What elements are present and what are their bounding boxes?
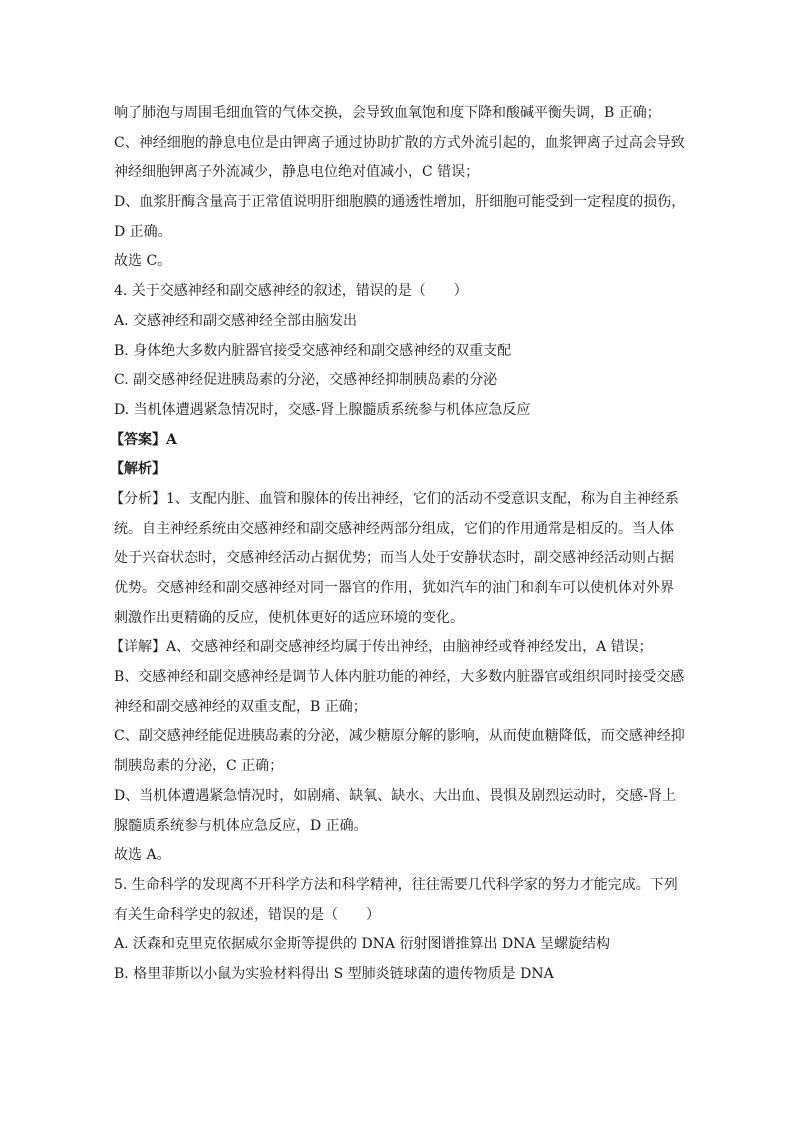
question-5-stem: 5. 生命科学的发现离不开科学方法和科学精神，往往需要几代科学家的努力才能完成。下列 xyxy=(114,876,678,893)
text-line: 故选 C。 xyxy=(114,253,172,270)
detail-paragraph: 【详解】A、交感神经和副交感神经均属于传出神经，由脑神经或脊神经发出，A 错误； xyxy=(110,639,653,656)
text-line: 神经细胞钾离子外流减少，静息电位绝对值减小，C 错误； xyxy=(114,164,480,181)
question-4-option-d: D. 当机体遭遇紧急情况时，交感-肾上腺髓质系统参与机体应急反应 xyxy=(114,401,531,418)
analysis-paragraph: 刺激作出更精确的反应，使机体更好的适应环境的变化。 xyxy=(114,609,464,626)
detail-paragraph: D、当机体遭遇紧急情况时，如剧痛、缺氧、缺水、大出血、畏惧及剧烈运动时，交感-肾上 xyxy=(114,787,676,804)
analysis-paragraph: 统。自主神经系统由交感神经和副交感神经两部分组成，它们的作用通常是相反的。当人体 xyxy=(114,520,674,537)
detail-paragraph: C、副交感神经能促进胰岛素的分泌，减少糖原分解的影响，从而使血糖降低，而交感神经抑 xyxy=(114,728,685,745)
answer-label: 【答案】A xyxy=(110,431,177,448)
analysis-paragraph: 优势。交感神经和副交感神经对同一器官的作用，犹如汽车的油门和刹车可以使机体对外界 xyxy=(114,580,674,596)
question-4-option-a: A. 交感神经和副交感神经全部由脑发出 xyxy=(114,312,358,329)
text-line: 故选 A。 xyxy=(114,847,171,864)
analysis-paragraph: 【分析】1、支配内脏、血管和腺体的传出神经，它们的活动不受意识支配，称为自主神经系 xyxy=(110,490,679,507)
question-5-stem: 有关生命科学史的叙述，错误的是（ ） xyxy=(114,906,380,923)
detail-paragraph: B、交感神经和副交感神经是调节人体内脏功能的神经，大多数内脏器官或组织同时接受交感 xyxy=(114,669,685,686)
question-5-option-b: B. 格里菲斯以小鼠为实验材料得出 S 型肺炎链球菌的遗传物质是 DNA xyxy=(114,965,554,982)
question-4-option-c: C. 副交感神经促进胰岛素的分泌，交感神经抑制胰岛素的分泌 xyxy=(114,372,498,389)
text-line: D、血浆肝酶含量高于正常值说明肝细胞膜的通透性增加，肝细胞可能受到一定程度的损伤， xyxy=(114,194,686,211)
analysis-paragraph: 处于兴奋状态时，交感神经活动占据优势；而当人处于安静状态时，副交感神经活动则占据 xyxy=(114,550,674,567)
detail-paragraph: 腺髓质系统参与机体应急反应，D 正确。 xyxy=(114,817,368,834)
document-body xyxy=(110,99,686,990)
text-line: D 正确。 xyxy=(114,223,172,240)
text-line: 响了肺泡与周围毛细血管的气体交换，会导致血氧饱和度下降和酸碱平衡失调，B 正确； xyxy=(114,105,661,121)
question-5-option-a: A. 沃森和克里克依据威尔金斯等提供的 DNA 衍射图谱推算出 DNA 呈螺旋结构 xyxy=(114,936,610,953)
question-4-option-b: B. 身体绝大多数内脏器官接受交感神经和副交感神经的双重支配 xyxy=(114,342,512,359)
detail-paragraph: 神经和副交感神经的双重支配，B 正确； xyxy=(114,698,367,715)
detail-paragraph: 制胰岛素的分泌，C 正确； xyxy=(114,758,284,775)
question-4-stem: 4. 关于交感神经和副交感神经的叙述，错误的是（ ） xyxy=(114,283,468,300)
analysis-label: 【解析】 xyxy=(110,461,166,478)
text-line: C、神经细胞的静息电位是由钾离子通过协助扩散的方式外流引起的，血浆钾离子过高会导致 xyxy=(114,134,685,151)
